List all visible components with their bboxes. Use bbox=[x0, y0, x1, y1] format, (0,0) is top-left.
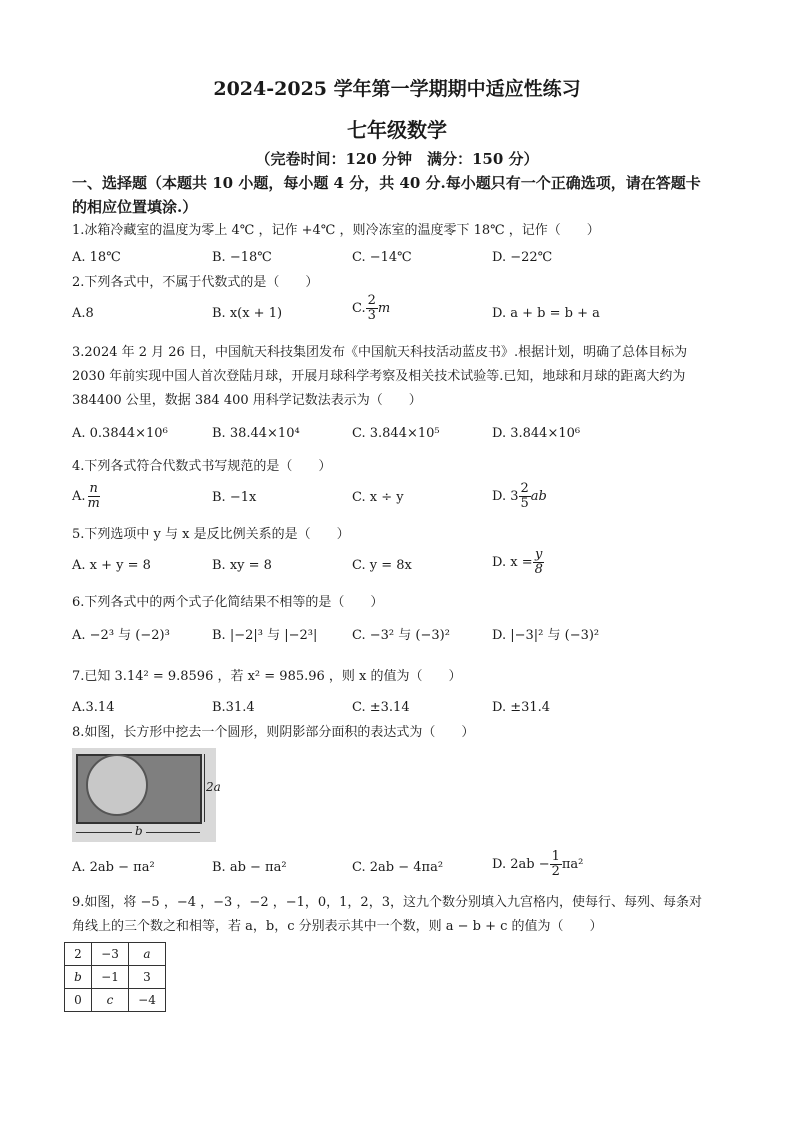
page-subtitle: 七年级数学 bbox=[347, 118, 447, 142]
fraction-denominator: m bbox=[87, 496, 100, 511]
height-dimension-line bbox=[204, 754, 205, 822]
question-2-stem: 2.下列各式中，不属于代数式的是（ ） bbox=[72, 275, 319, 290]
section-heading-line2: 的相应位置填涂.） bbox=[72, 198, 198, 216]
question-9-line1: 9.如图，将 −5 ，−4 ，−3 ，−2 ，−1，0，1，2，3，这九个数分别填入九宫格内，使每行、每列、每条对 bbox=[72, 895, 702, 910]
fraction-numerator: 1 bbox=[551, 849, 560, 864]
question-5-option-c: C. y = 8x bbox=[352, 558, 412, 573]
question-2-option-d: D. a + b = b + a bbox=[492, 306, 600, 321]
grid-cell: a bbox=[129, 943, 166, 966]
question-3-line3: 384400 公里，数据 384 400 用科学记数法表示为（ ） bbox=[72, 393, 422, 408]
fraction bbox=[533, 548, 545, 577]
question-3-option-d: D. 3.844×10⁶ bbox=[492, 426, 581, 441]
fraction-numerator: y bbox=[535, 547, 543, 562]
question-1-stem: 1.冰箱冷藏室的温度为零上 4℃ ，记作 +4℃ ，则冷冻室的温度零下 18℃ ，记作（ ） bbox=[72, 223, 600, 238]
question-8-option-d bbox=[492, 850, 583, 879]
question-1-option-d: D. −22℃ bbox=[492, 250, 553, 265]
option-label: D. 3 bbox=[492, 489, 519, 504]
question-5-option-a: A. x + y = 8 bbox=[72, 558, 151, 573]
question-7-option-b: B.31.4 bbox=[212, 700, 255, 715]
fraction-denominator: 2 bbox=[551, 864, 560, 879]
exam-meta: （完卷时间：120 分钟 满分：150 分） bbox=[255, 150, 539, 168]
grid-row bbox=[65, 966, 166, 989]
fraction-numerator: n bbox=[89, 481, 98, 496]
fraction-denominator: 3 bbox=[367, 308, 376, 323]
question-5-option-d bbox=[492, 548, 545, 577]
option-suffix: m bbox=[377, 301, 391, 316]
width-label: b bbox=[132, 824, 146, 838]
grid-row bbox=[65, 943, 166, 966]
option-label: D. 2ab − bbox=[492, 857, 550, 872]
cut-out-circle bbox=[86, 754, 148, 816]
grid-cell: 0 bbox=[65, 989, 92, 1012]
option-label: C. bbox=[352, 301, 366, 316]
question-6-option-b: B. |−2|³ 与 |−2³| bbox=[212, 628, 318, 643]
question-9-line2: 角线上的三个数之和相等，若 a，b，c 分别表示其中一个数，则 a − b + c 的值为（ ） bbox=[72, 919, 603, 934]
fraction bbox=[519, 482, 531, 511]
option-label: D. x = bbox=[492, 555, 533, 570]
grid-cell: −4 bbox=[129, 989, 166, 1012]
question-6-option-c: C. −3² 与 (−3)² bbox=[352, 628, 450, 643]
grid-cell: −3 bbox=[92, 943, 129, 966]
question-4-option-d bbox=[492, 482, 547, 511]
question-2-option-b: B. x(x + 1) bbox=[212, 306, 283, 321]
question-8-option-b: B. ab − πa² bbox=[212, 860, 287, 875]
question-1-option-a: A. 18℃ bbox=[72, 250, 121, 265]
question-7-option-a: A.3.14 bbox=[72, 700, 115, 715]
fraction bbox=[550, 850, 562, 879]
fraction bbox=[366, 294, 378, 323]
question-8-stem: 8.如图，长方形中挖去一个圆形，则阴影部分面积的表达式为（ ） bbox=[72, 725, 475, 740]
question-4-stem: 4.下列各式符合代数式书写规范的是（ ） bbox=[72, 459, 332, 474]
grid-cell: −1 bbox=[92, 966, 129, 989]
question-3-option-a: A. 0.3844×10⁶ bbox=[72, 426, 168, 441]
section-heading-line1: 一、选择题（本题共 10 小题，每小题 4 分，共 40 分.每小题只有一个正确选项，请在答题卡 bbox=[72, 174, 701, 192]
question-7-option-d: D. ±31.4 bbox=[492, 700, 551, 715]
question-2-option-a: A.8 bbox=[72, 306, 94, 321]
question-8-option-a: A. 2ab − πa² bbox=[72, 860, 155, 875]
question-4-option-a bbox=[72, 482, 102, 511]
question-1-option-c: C. −14℃ bbox=[352, 250, 412, 265]
option-suffix: πa² bbox=[561, 857, 584, 872]
option-suffix: ab bbox=[530, 489, 547, 504]
fraction-numerator: 2 bbox=[520, 481, 529, 496]
height-label: 2a bbox=[206, 780, 221, 794]
question-6-stem: 6.下列各式中的两个式子化简结果不相等的是（ ） bbox=[72, 595, 384, 610]
question-3-line2: 2030 年前实现中国人首次登陆月球，开展月球科学考察及相关技术试验等.已知，地球和月球的距离大约为 bbox=[72, 369, 686, 384]
page-title: 2024-2025 学年第一学期期中适应性练习 bbox=[213, 78, 581, 100]
grid-row bbox=[65, 989, 166, 1012]
question-2-option-c bbox=[352, 294, 390, 323]
question-3-line1: 3.2024 年 2 月 26 日，中国航天科技集团发布《中国航天科技活动蓝皮书》.根据计划，明确了总体目标为 bbox=[72, 345, 688, 360]
question-7-stem: 7.已知 3.14² = 9.8596 ，若 x² = 985.96 ，则 x 的值为（ ） bbox=[72, 669, 462, 684]
question-4-option-b: B. −1x bbox=[212, 490, 257, 505]
question-8-option-c: C. 2ab − 4πa² bbox=[352, 860, 444, 875]
fraction-denominator: 8 bbox=[534, 562, 543, 577]
question-5-option-b: B. xy = 8 bbox=[212, 558, 272, 573]
rectangle-with-circle-figure bbox=[72, 748, 221, 842]
option-label: A. bbox=[72, 489, 86, 504]
fraction-numerator: 2 bbox=[367, 293, 376, 308]
question-4-option-c: C. x ÷ y bbox=[352, 490, 404, 505]
nine-grid-table bbox=[64, 942, 166, 1012]
question-3-option-b: B. 38.44×10⁴ bbox=[212, 426, 300, 441]
grid-cell: c bbox=[92, 989, 129, 1012]
question-5-stem: 5.下列选项中 y 与 x 是反比例关系的是（ ） bbox=[72, 527, 350, 542]
question-7-option-c: C. ±3.14 bbox=[352, 700, 410, 715]
fraction bbox=[86, 482, 102, 511]
question-6-option-a: A. −2³ 与 (−2)³ bbox=[72, 628, 170, 643]
fraction-denominator: 5 bbox=[520, 496, 529, 511]
grid-cell: 3 bbox=[129, 966, 166, 989]
grid-cell: b bbox=[65, 966, 92, 989]
question-1-option-b: B. −18℃ bbox=[212, 250, 272, 265]
question-6-option-d: D. |−3|² 与 (−3)² bbox=[492, 628, 600, 643]
question-3-option-c: C. 3.844×10⁵ bbox=[352, 426, 440, 441]
grid-cell: 2 bbox=[65, 943, 92, 966]
